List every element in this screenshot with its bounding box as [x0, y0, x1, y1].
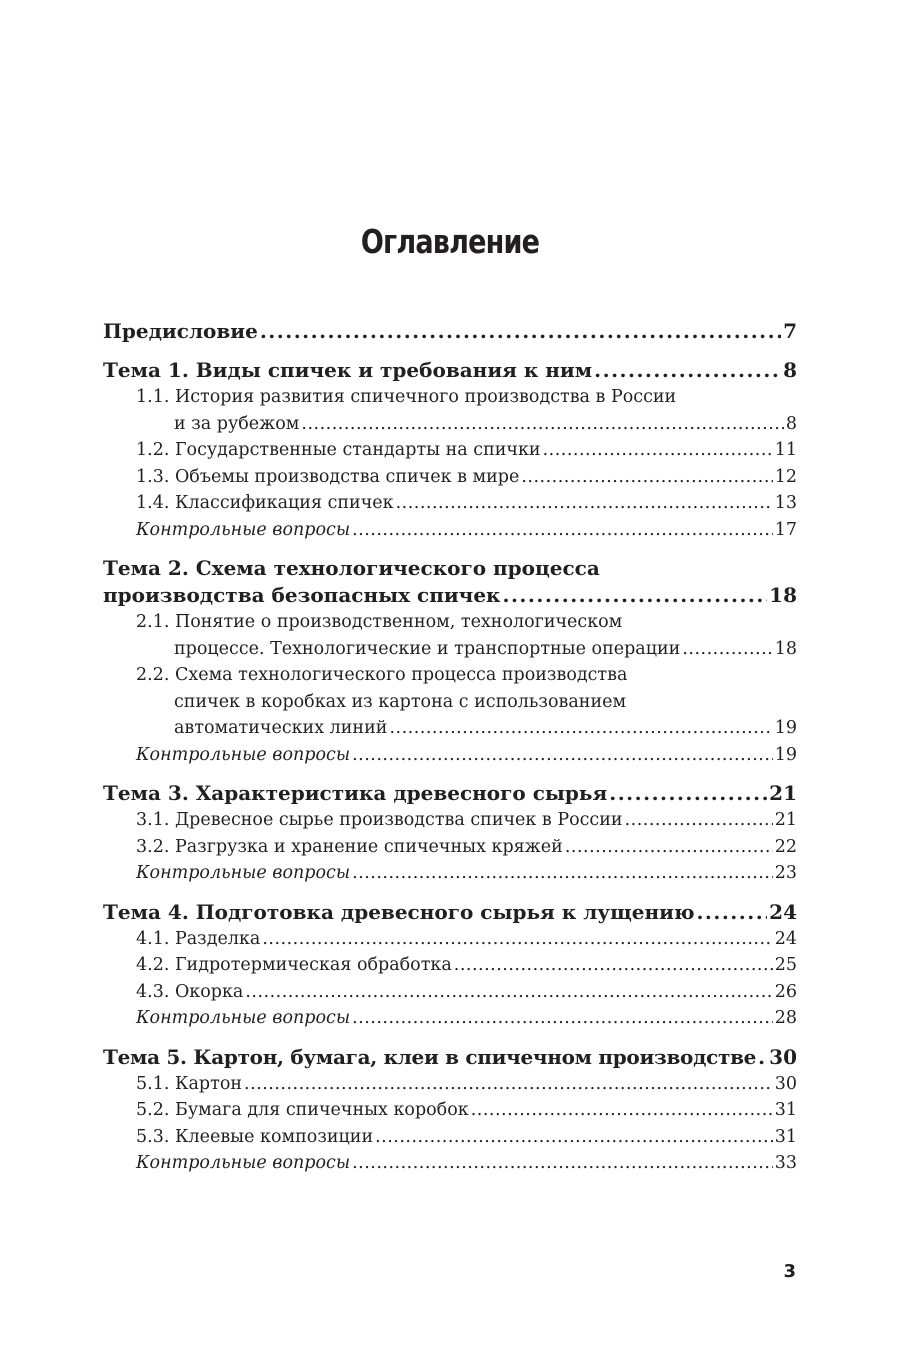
toc-section-label: 1.2. Государственные стандарты на спички	[136, 440, 541, 460]
toc-section-5-1[interactable]	[136, 1071, 797, 1098]
dot-leader	[696, 899, 767, 926]
toc-section-label: 3.1. Древесное сырье производства спичек в России	[136, 810, 623, 830]
toc-page-number: 25	[774, 955, 797, 975]
toc-page-number: 18	[774, 638, 797, 659]
toc-page-number: 33	[774, 1153, 797, 1173]
toc-section-label: 5.2. Бумага для спичечных коробок	[136, 1100, 469, 1120]
toc-page-number: 17	[774, 519, 797, 540]
dot-leader	[543, 437, 773, 464]
dot-leader	[352, 1150, 773, 1177]
toc-section-4-3[interactable]	[136, 979, 797, 1006]
dot-leader	[454, 952, 773, 979]
dot-leader	[396, 490, 773, 517]
toc-page-number: 18	[769, 583, 797, 607]
toc-section-label: 1.3. Объемы производства спичек в мире	[136, 466, 520, 487]
toc-page-number: 12	[774, 466, 797, 487]
toc-section-label: 5.3. Клеевые композиции	[136, 1126, 374, 1147]
toc-questions-2[interactable]	[136, 742, 797, 769]
toc-section-label-line: спичек в коробках из картона с использованием	[174, 691, 627, 712]
dot-leader	[352, 517, 773, 544]
toc-chapter-5[interactable]	[103, 1044, 797, 1071]
dot-leader	[260, 318, 781, 345]
page-number: 3	[783, 1261, 796, 1282]
toc-page-number: 21	[769, 781, 797, 805]
toc-page-number: 8	[783, 358, 797, 382]
toc-page-number: 26	[774, 981, 797, 1002]
toc-chapter-label-line: Тема 2. Схема технологического процесса	[103, 556, 600, 580]
toc-section-2-2[interactable]	[136, 662, 797, 742]
toc-page-number: 13	[774, 493, 797, 513]
dot-leader	[375, 1124, 773, 1151]
toc-page-number: 19	[774, 718, 797, 738]
toc-chapter-label-line: производства безопасных спичек	[103, 583, 501, 607]
toc-questions-1[interactable]	[136, 517, 797, 544]
toc-section-1-1[interactable]	[136, 384, 797, 437]
toc-section-label: 4.2. Гидротермическая обработка	[136, 955, 452, 975]
toc-page-number: 11	[774, 440, 797, 460]
toc-page-number: 19	[774, 744, 797, 765]
toc-page-number: 30	[769, 1044, 797, 1069]
dot-leader	[471, 1097, 773, 1124]
toc-section-3-2[interactable]	[136, 834, 797, 861]
toc-page-number: 24	[769, 899, 797, 924]
dot-leader	[301, 411, 783, 438]
toc-questions-label: Контрольные вопросы	[136, 863, 351, 883]
toc-page-number: 7	[783, 319, 797, 343]
toc-section-label: 4.1. Разделка	[136, 928, 261, 949]
toc-questions-5[interactable]	[136, 1150, 797, 1177]
toc-entry-label: Предисловие	[103, 319, 258, 343]
toc-section-label-line: 1.1. История развития спичечного производства в России	[136, 387, 677, 407]
page-title: Оглавление	[360, 222, 540, 261]
toc-section-5-3[interactable]	[136, 1124, 797, 1151]
toc-section-1-2[interactable]	[136, 437, 797, 464]
toc-chapter-1[interactable]	[103, 357, 797, 384]
toc-chapter-label: Тема 4. Подготовка древесного сырья к лущению	[103, 899, 695, 924]
toc-section-3-1[interactable]	[136, 807, 797, 834]
dot-leader	[244, 1071, 773, 1098]
toc-page-number: 31	[774, 1100, 797, 1120]
toc-questions-3[interactable]	[136, 860, 797, 887]
dot-leader	[758, 1044, 767, 1071]
toc-page-number: 21	[774, 810, 797, 830]
toc-questions-label: Контрольные вопросы	[136, 1008, 351, 1028]
toc-chapter-4[interactable]	[103, 899, 797, 926]
dot-leader	[352, 860, 773, 887]
dot-leader	[565, 834, 773, 861]
toc-section-label: 1.4. Классификация спичек	[136, 493, 394, 513]
toc-page-number: 8	[785, 413, 797, 434]
dot-leader	[521, 464, 772, 491]
dot-leader	[503, 582, 768, 609]
dot-leader	[352, 742, 773, 769]
dot-leader	[625, 807, 773, 834]
dot-leader	[389, 715, 772, 742]
toc-questions-label: Контрольные вопросы	[136, 744, 351, 765]
dot-leader	[609, 780, 767, 807]
toc-section-label-line: автоматических линий	[174, 718, 388, 738]
toc-page-number: 24	[774, 928, 797, 949]
toc-section-5-2[interactable]	[136, 1097, 797, 1124]
toc-questions-label: Контрольные вопросы	[136, 519, 351, 540]
toc-chapter-3[interactable]	[103, 780, 797, 807]
toc-page-number: 28	[774, 1008, 797, 1028]
toc-section-4-2[interactable]	[136, 952, 797, 979]
toc-questions-label: Контрольные вопросы	[136, 1153, 351, 1173]
toc-page-number: 22	[774, 836, 797, 857]
toc-section-label-line: 2.2. Схема технологического процесса производства	[136, 665, 628, 685]
toc-section-label: 5.1. Картон	[136, 1073, 243, 1094]
toc-section-label: 3.2. Разгрузка и хранение спичечных кряжей	[136, 836, 563, 857]
toc-section-1-4[interactable]	[136, 490, 797, 517]
toc-chapter-2[interactable]	[103, 555, 797, 609]
toc-page-number: 30	[774, 1073, 797, 1094]
toc-entry-preface[interactable]	[103, 318, 797, 345]
dot-leader	[682, 636, 772, 663]
toc-section-label-line: и за рубежом	[174, 413, 300, 434]
toc-chapter-label: Тема 3. Характеристика древесного сырья	[103, 781, 608, 805]
toc-chapter-label: Тема 5. Картон, бумага, клеи в спичечном производстве	[103, 1044, 757, 1069]
toc-page-number: 23	[774, 863, 797, 883]
toc-chapter-label: Тема 1. Виды спичек и требования к ним	[103, 358, 593, 382]
table-of-contents	[103, 318, 797, 1177]
toc-section-label-line: процессе. Технологические и транспортные операции	[174, 638, 681, 659]
toc-section-label-line: 2.1. Понятие о производственном, технологическом	[136, 612, 623, 632]
toc-section-1-3[interactable]	[136, 464, 797, 491]
dot-leader	[262, 926, 772, 953]
dot-leader	[352, 1005, 773, 1032]
toc-page-number: 31	[774, 1126, 797, 1147]
toc-section-4-1[interactable]	[136, 926, 797, 953]
toc-section-label: 4.3. Окорка	[136, 981, 244, 1002]
toc-questions-4[interactable]	[136, 1005, 797, 1032]
dot-leader	[245, 979, 772, 1006]
dot-leader	[594, 357, 781, 384]
toc-section-2-1[interactable]	[136, 609, 797, 662]
